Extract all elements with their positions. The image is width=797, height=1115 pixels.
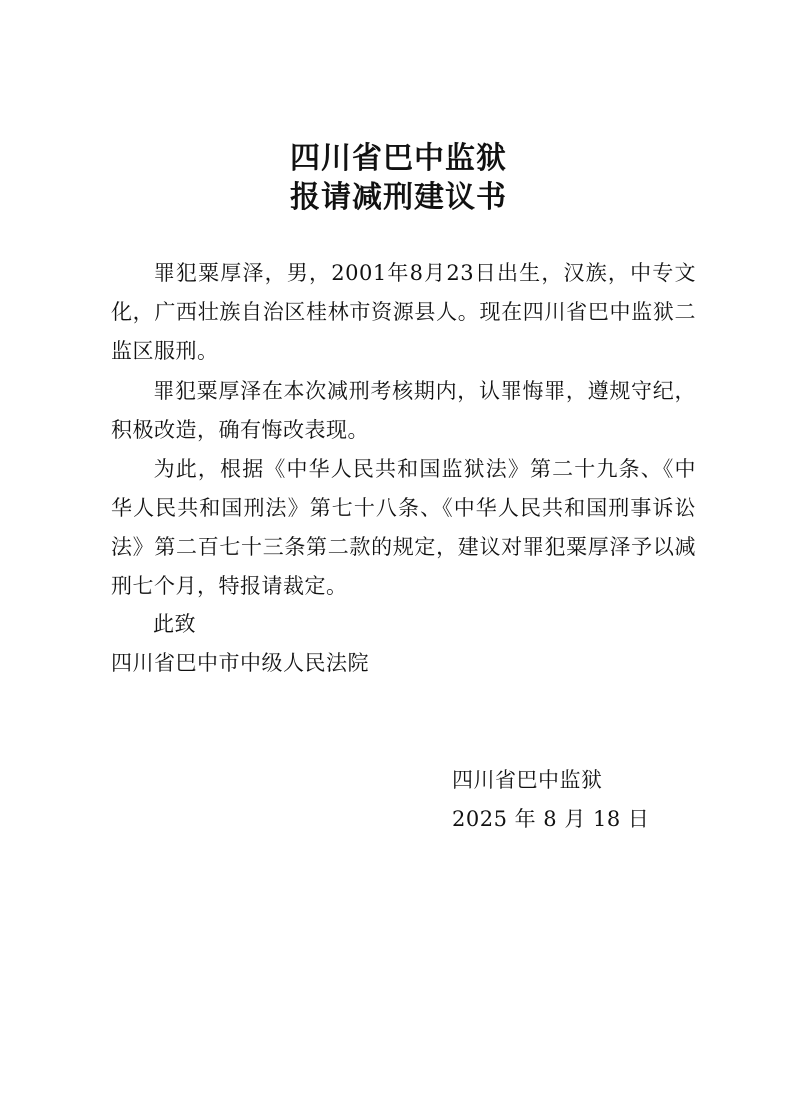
- paragraph-legal-basis: [111, 450, 696, 606]
- paragraph-offender-info: [111, 254, 696, 371]
- document-title-line1: 四川省巴中监狱: [290, 141, 507, 176]
- paragraph-performance-text: 罪犯粟厚泽在本次减刑考核期内，认罪悔罪，遵规守纪，积极改造，确有悔改表现。: [111, 379, 696, 442]
- signature-organization: 四川省巴中监狱: [452, 768, 603, 792]
- paragraph-legal-basis-text: 为此，根据《中华人民共和国监狱法》第二十九条、《中华人民共和国刑法》第七十八条、《中华人民共和国刑事诉讼法》第二百七十三条第二款的规定，建议对罪犯粟厚泽予以减刑七个月，特报请裁定。: [111, 457, 696, 598]
- paragraph-offender-info-text: 罪犯粟厚泽，男，2001年8月23日出生，汉族，中专文化，广西壮族自治区桂林市资源县人。现在四川省巴中监狱二监区服刑。: [111, 261, 696, 363]
- signature-date: 2025 年 8 月 18 日: [452, 807, 650, 831]
- paragraph-performance: [111, 372, 696, 450]
- document-title-line2: 报请减刑建议书: [290, 180, 507, 215]
- recipient: 四川省巴中市中级人民法院: [111, 651, 369, 675]
- salutation: 此致: [153, 612, 196, 636]
